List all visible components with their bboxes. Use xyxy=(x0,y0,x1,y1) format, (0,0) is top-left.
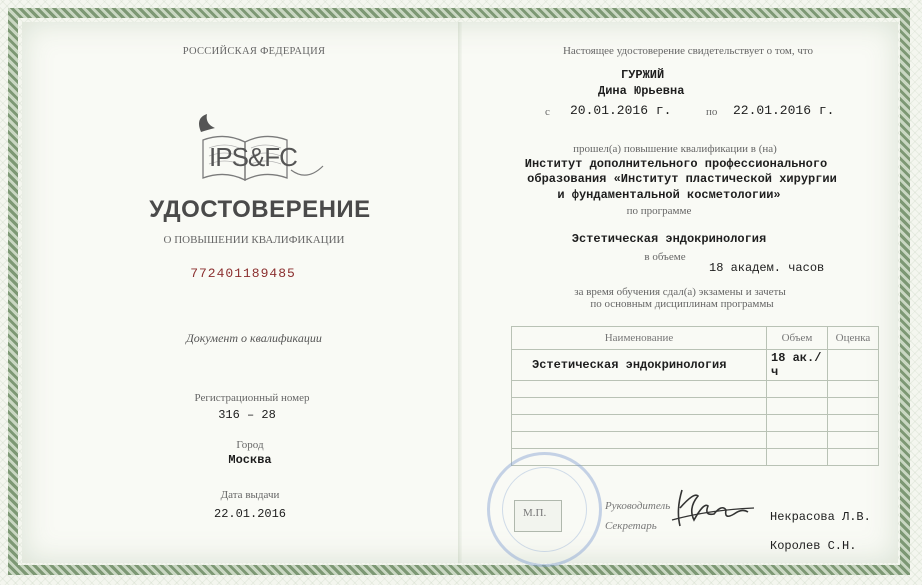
table-row xyxy=(512,415,879,432)
volume-value: 18 академ. часов xyxy=(709,261,825,275)
header-grade: Оценка xyxy=(828,327,879,350)
to-label: по xyxy=(706,106,718,118)
ips-fc-logo xyxy=(195,110,325,190)
passed-label: прошел(а) повышение квалификации в (на) xyxy=(573,143,777,155)
head-name: Некрасова Л.В. xyxy=(770,510,871,524)
header-name: Наименование xyxy=(512,327,767,350)
issue-date-value: 22.01.2016 xyxy=(213,507,287,521)
registration-number: 316 – 28 xyxy=(218,408,276,422)
serial-number: 772401189485 xyxy=(190,266,296,281)
subject-volume: 18 ак./ч xyxy=(767,350,828,381)
institution-line-1: Институт дополнительного профессионального xyxy=(524,157,828,171)
table-row xyxy=(512,432,879,449)
secretary-label: Секретарь xyxy=(605,520,657,532)
issue-date-label: Дата выдачи xyxy=(220,489,280,501)
program-name: Эстетическая эндокринология xyxy=(571,232,767,246)
document-type: Документ о квалификации xyxy=(186,331,322,345)
to-date: 22.01.2016 г. xyxy=(733,103,835,118)
from-date: 20.01.2016 г. xyxy=(570,103,672,118)
institution-line-2: образования «Институт пластической хирургии xyxy=(527,172,837,186)
mp-label: М.П. xyxy=(523,507,547,519)
secretary-name: Королев С.Н. xyxy=(770,539,857,553)
program-label: по программе xyxy=(626,205,692,217)
country-label: РОССИЙСКАЯ ФЕДЕРАЦИЯ xyxy=(182,46,326,57)
city-label: Город xyxy=(236,439,264,451)
registration-label: Регистрационный номер xyxy=(194,392,310,404)
header-volume: Объем xyxy=(767,327,828,350)
city-value: Москва xyxy=(228,453,272,467)
svg-text:IPS&FC: IPS&FC xyxy=(209,142,297,172)
document-subtitle: О ПОВЫШЕНИИ КВАЛИФИКАЦИИ xyxy=(163,234,345,246)
head-label: Руководитель xyxy=(605,500,671,512)
page-fold xyxy=(458,22,462,563)
subject-name: Эстетическая эндокринология xyxy=(512,350,767,381)
document-title: УДОСТОВЕРЕНИЕ xyxy=(149,196,371,223)
intro-text: Настоящее удостоверение свидетельствует о том, что xyxy=(562,45,814,57)
table-row xyxy=(512,398,879,415)
subject-grade xyxy=(828,350,879,381)
exams-line-1: за время обучения сдал(а) экзамены и зачеты xyxy=(574,286,786,298)
institution-line-3: и фундаментальной косметологии» xyxy=(557,188,781,202)
grades-table xyxy=(511,326,879,466)
volume-label: в объеме xyxy=(644,251,686,263)
holder-name: Дина Юрьевна xyxy=(598,84,685,98)
holder-surname: ГУРЖИЙ xyxy=(621,68,665,82)
table-row xyxy=(512,350,879,381)
signature xyxy=(668,484,758,539)
table-row xyxy=(512,381,879,398)
exams-line-2: по основным дисциплинам программы xyxy=(590,298,774,310)
from-label: с xyxy=(545,106,550,118)
